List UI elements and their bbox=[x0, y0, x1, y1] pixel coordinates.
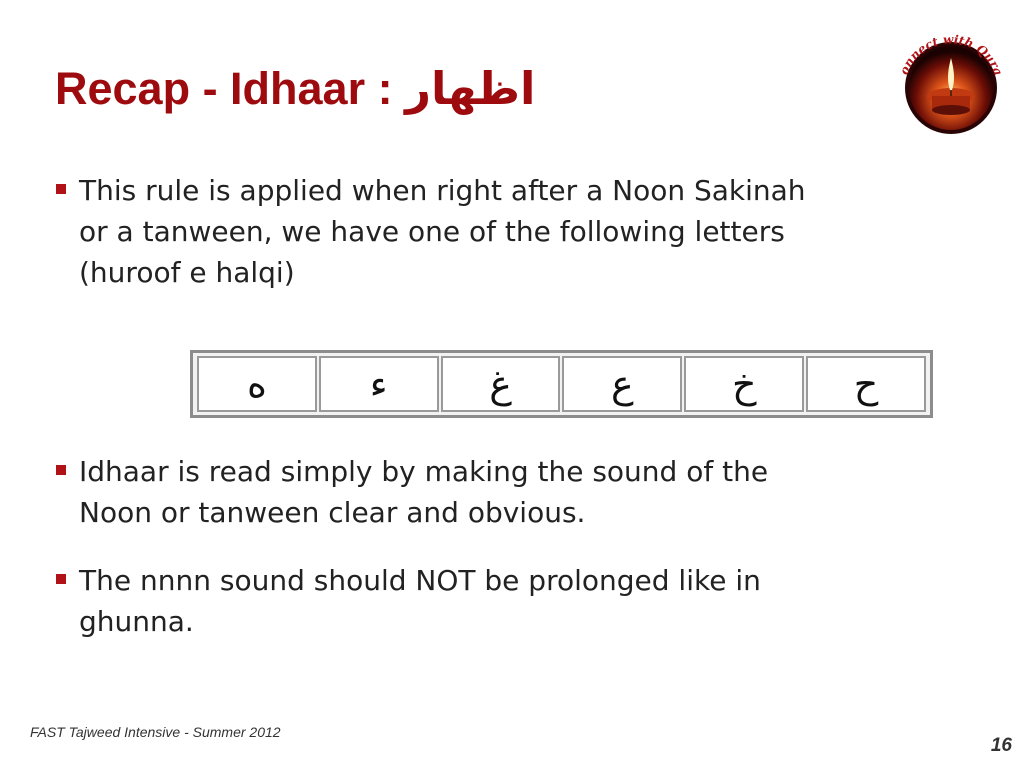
bullet-marker bbox=[56, 574, 66, 584]
bullet-marker bbox=[56, 184, 66, 194]
title-english: Recap - Idhaar : bbox=[55, 63, 406, 114]
page-number: 16 bbox=[990, 735, 1012, 756]
slide-title bbox=[55, 62, 535, 115]
letter-cell: ء bbox=[319, 356, 439, 412]
bullet-text: Idhaar is read simply by making the sound of the Noon or tanween clear and obvious. bbox=[79, 455, 769, 529]
title-arabic: اظهار bbox=[405, 62, 536, 115]
letter-cell: خ bbox=[684, 356, 804, 412]
bullet-item bbox=[56, 560, 826, 642]
footer-text: FAST Tajweed Intensive - Summer 2012 bbox=[30, 724, 281, 740]
letter-cell: ع bbox=[562, 356, 682, 412]
logo-text: onnect with Qura bbox=[896, 32, 1006, 78]
bullet-text: The nnnn sound should NOT be prolonged like in ghunna. bbox=[79, 564, 761, 638]
candle-icon bbox=[892, 18, 1010, 136]
bullet-item bbox=[56, 451, 826, 533]
letter-cell: ه bbox=[197, 356, 317, 412]
letter-cell: غ bbox=[441, 356, 561, 412]
connect-with-quran-logo bbox=[892, 18, 1010, 136]
bullet-item bbox=[56, 170, 826, 293]
bullet-text: This rule is applied when right after a Noon Sakinah or a tanween, we have one of the following letters (huroof e halqi) bbox=[79, 174, 806, 289]
bullet-marker bbox=[56, 465, 66, 475]
letter-cell: ح bbox=[806, 356, 926, 412]
halqi-letters-table bbox=[190, 350, 933, 418]
